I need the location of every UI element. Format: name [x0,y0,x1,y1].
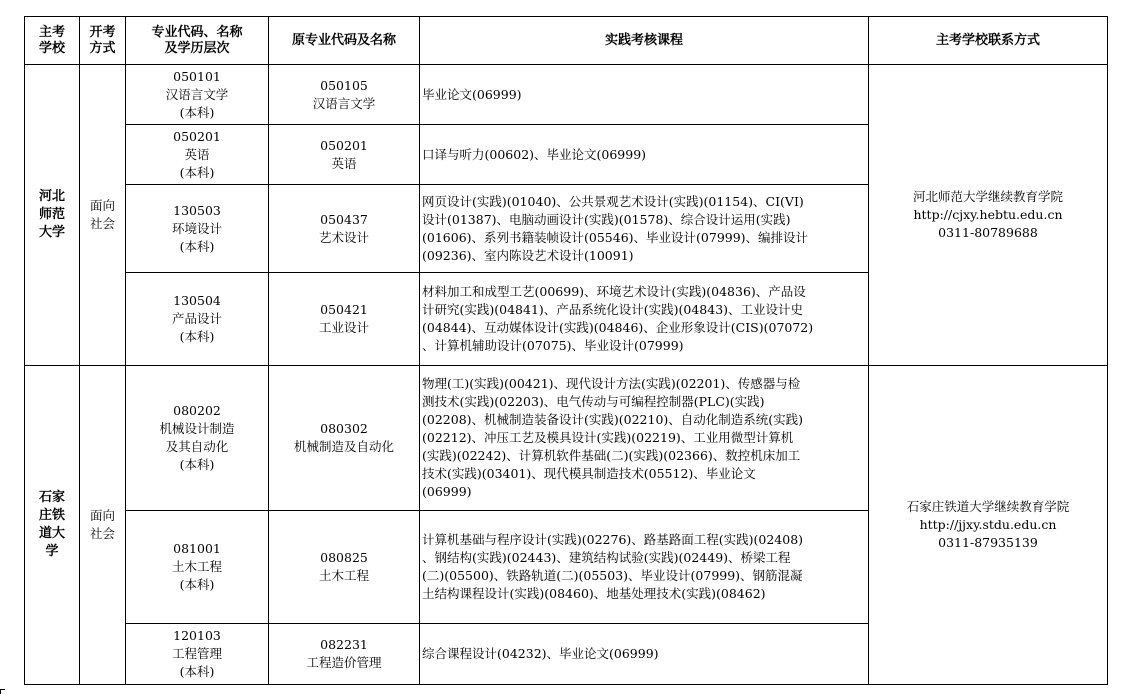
courses-cell [420,273,869,366]
orig-line: 050201 [320,137,368,153]
courses-line: 综合课程设计(04232)、毕业论文(06999) [422,646,659,661]
header-school-line: 主考 [38,24,65,40]
header-major-line: 专业代码、名称 [151,24,243,40]
courses-line: 技术(实践)(03401)、现代模具制造技术(05512)、毕业论文 [422,466,756,481]
header-mode [80,17,126,65]
major-cell [126,185,269,273]
major-line: 080202 [173,403,221,418]
orig-line: 080302 [320,421,368,436]
mode-cell [80,65,126,366]
header-school-line: 学校 [38,40,65,56]
orig-line: 英语 [331,155,357,171]
courses-cell [420,366,869,511]
header-major-line: 及学历层次 [164,40,230,56]
major-line: 产品设计 [171,311,222,326]
courses-line: 毕业论文(06999) [422,86,522,102]
courses-cell [420,65,869,125]
major-line: (本科) [179,457,215,472]
header-contact: 主考学校联系方式 [869,17,1108,65]
contact-cell [869,366,1108,685]
orig-line: 艺术设计 [318,229,369,245]
major-line: 130504 [173,293,221,308]
table-row [25,65,1108,125]
major-line: 环境设计 [171,220,222,236]
courses-line: 计研究(实践)(04841)、产品系统化设计(实践)(04843)、工业设计史 [422,302,804,317]
school-line: 学 [45,544,59,559]
courses-line: (02208)、机械制造装备设计(实践)(02210)、自动化制造系统(实践) [422,412,804,427]
school-line: 大学 [38,225,65,240]
courses-cell [420,185,869,273]
header-row [25,17,1108,65]
major-line: (本科) [179,238,215,254]
contact-phone: 0311-87935139 [938,535,1038,550]
major-line: (本科) [179,664,215,679]
orig-line: 工程造价管理 [306,655,382,670]
contact-url: http://jjxy.stdu.edu.cn [919,517,1057,532]
major-line: (本科) [179,164,215,180]
major-line: 英语 [184,146,210,162]
crop-mark [0,689,5,694]
school-cell [25,65,80,366]
orig-major-cell [269,185,420,273]
orig-line: 土木工程 [318,568,369,583]
courses-line: 设计(01387)、电脑动画设计(实践)(01578)、综合设计运用(实践) [422,211,791,227]
courses-line: 网页设计(实践)(01040)、公共景观艺术设计(实践)(01154)、CI(VI) [422,193,804,209]
header-courses: 实践考核课程 [420,17,869,65]
courses-line: 材料加工和成型工艺(00699)、环境艺术设计(实践)(04836)、产品设 [422,284,806,299]
orig-line: 工业设计 [318,320,369,335]
major-line: 汉语言文学 [165,86,229,102]
courses-line: 口译与听力(00602)、毕业论文(06999) [422,146,647,162]
mode-line: 社会 [89,216,115,231]
courses-line: 、计算机辅助设计(07075)、毕业设计(07999) [422,338,684,353]
major-cell [126,65,269,125]
orig-major-cell [269,366,420,511]
orig-major-cell [269,624,420,685]
major-line: (本科) [179,329,215,344]
orig-line: 080825 [320,550,368,565]
courses-line: (01606)、系列书籍装帧设计(05546)、毕业设计(07999)、编排设计 [422,229,809,245]
header-mode-line: 方式 [89,40,116,56]
orig-line: 050437 [320,211,368,227]
major-cell [126,125,269,185]
courses-line: (二)(05500)、铁路轨道(二)(05503)、毕业设计(07999)、钢筋混凝 [422,568,803,583]
orig-major-cell [269,511,420,624]
courses-line: (02212)、冲压工艺及模具设计(实践)(02219)、工业用微型计算机 [422,430,794,445]
orig-major-cell [269,125,420,185]
major-cell [126,273,269,366]
exam-table [24,16,1108,685]
major-line: 机械设计制造 [159,421,235,436]
major-line: 土木工程 [171,559,222,574]
school-line: 石家 [38,490,65,505]
orig-line: 汉语言文学 [312,95,376,111]
major-line: 050201 [173,128,221,144]
courses-line: (09236)、室内陈设艺术设计(10091) [422,247,634,263]
major-line: (本科) [179,577,215,592]
contact-line: 石家庄铁道大学继续教育学院 [906,499,1070,514]
major-line: 及其自动化 [165,439,229,454]
courses-cell [420,624,869,685]
courses-line: (06999) [422,484,472,499]
orig-line: 050105 [320,77,368,93]
mode-line: 面向 [89,198,115,213]
contact-url: http://cjxy.hebtu.edu.cn [913,207,1063,222]
table-row [25,366,1108,511]
orig-line: 050421 [320,302,368,317]
header-school [25,17,80,65]
contact-line: 河北师范大学继续教育学院 [912,189,1063,204]
school-line: 师范 [38,207,65,222]
mode-line: 面向 [89,508,115,523]
courses-line: (实践)(02242)、计算机软件基础(二)(实践)(02366)、数控机床加工 [422,448,801,463]
courses-line: (04844)、互动媒体设计(实践)(04846)、企业形象设计(CIS)(07072) [422,320,814,335]
orig-major-cell [269,65,420,125]
major-cell [126,624,269,685]
orig-line: 082231 [320,637,368,652]
major-line: 工程管理 [171,646,222,661]
courses-line: 测技术(实践)(02203)、电气传动与可编程控制器(PLC)(实践) [422,394,765,409]
orig-major-cell [269,273,420,366]
major-line: (本科) [179,104,215,120]
header-orig-major: 原专业代码及名称 [269,17,420,65]
major-line: 081001 [173,541,221,556]
school-line: 庄铁 [38,508,65,523]
major-line: 050101 [173,68,221,84]
school-cell [25,366,80,685]
courses-line: 物理(工)(实践)(00421)、现代设计方法(实践)(02201)、传感器与检 [422,376,801,391]
major-cell [126,511,269,624]
contact-phone: 0311-80789688 [938,225,1038,240]
major-line: 120103 [173,628,221,643]
school-line: 河北 [38,189,65,204]
contact-cell [869,65,1108,366]
courses-cell [420,511,869,624]
courses-cell [420,125,869,185]
orig-line: 机械制造及自动化 [293,439,394,454]
major-line: 130503 [173,202,221,218]
mode-cell [80,366,126,685]
header-major [126,17,269,65]
school-line: 道大 [38,526,65,541]
courses-line: 计算机基础与程序设计(实践)(02276)、路基路面工程(实践)(02408) [422,532,804,547]
major-cell [126,366,269,511]
header-mode-line: 开考 [89,24,116,40]
courses-line: 土结构课程设计(实践)(08460)、地基处理技术(实践)(08462) [422,586,766,601]
courses-line: 、钢结构(实践)(02443)、建筑结构试验(实践)(02449)、桥梁工程 [422,550,791,565]
mode-line: 社会 [89,526,115,541]
